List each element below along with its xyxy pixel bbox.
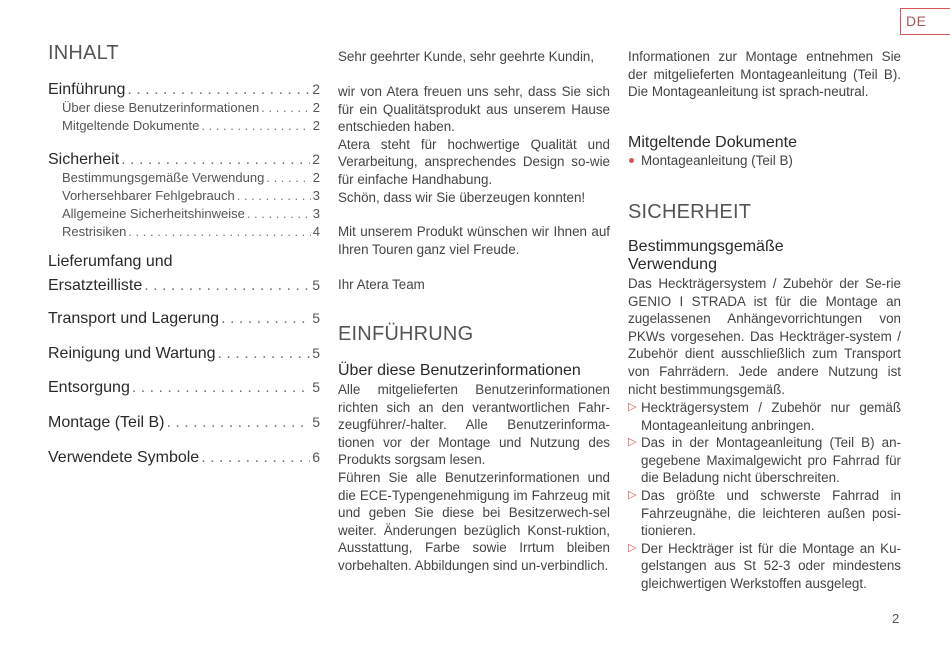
toc-entry-transport[interactable] [48,309,320,328]
toc-page: 2 [312,100,320,115]
toc-entry-sicherheit[interactable] [48,150,320,169]
body-paragraph: Alle mitgelieferten Benutzerinformationen richten sich an den verantwortlichen Fahr-zeugführer/-halter. Alle Benutzerinforma-tionen vor der Montage und Nutzung des Produkts sorgsam lesen. [338,382,610,468]
toc-entry-label: Entsorgung [48,379,130,396]
subsection-title-line: Verwendung [628,256,717,273]
greeting-paragraph: Schön, dass wir Sie überzeugen konnten! [338,189,586,205]
toc-subentry[interactable] [48,187,320,205]
list-item [628,434,901,487]
toc-page: 3 [312,206,320,221]
triangle-right-icon: ▷ [628,541,637,554]
toc-entry-label: Reinigung und Wartung [48,345,216,362]
instruction-list [628,399,901,593]
toc-subentry[interactable] [48,99,320,117]
toc-page: 4 [312,224,320,239]
greeting-paragraph: Mit unserem Produkt wünschen wir Ihnen auf Ihren Touren ganz viel Freude. [338,224,610,257]
triangle-right-icon: ▷ [628,488,637,501]
bullet-dot-icon [629,158,634,163]
triangle-right-icon: ▷ [628,436,637,449]
body-paragraph: Das Heckträgersystem / Zubehör der Se-rie GENIO I STRADA ist für die Montage an zugelassenen Anhängevorrichtungen von PKWs vorgesehen. Das Heckträger-system / Zubehör dient ausschließlich zum Transport von Fahrrädern. Jede andere Nutzung ist nicht bestimmungsgemäß. [628,276,901,397]
list-item [628,152,901,170]
subsection-title: Über diese Benutzerinformationen [338,362,581,379]
toc-entry-label: Lieferumfang und [48,253,173,270]
list-item-text: Montageanleitung (Teil B) [641,153,793,168]
triangle-right-icon: ▷ [628,401,637,413]
list-item [628,487,901,540]
subsection-title: Mitgeltende Dokumente [628,134,797,151]
toc-entry-label: Einführung [48,81,126,98]
toc-page: 5 [312,277,320,293]
list-item [628,399,901,434]
toc-page: 5 [312,345,320,361]
toc-entry-reinigung[interactable] [48,344,320,363]
list-item-text: Das in der Montageanleitung (Teil B) an-gegebene Maximalgewicht pro Fahrrad für die Beladung nicht überschreiten. [641,435,901,486]
toc-entry-einfuehrung[interactable] [48,80,320,99]
toc-subentry[interactable] [48,117,320,135]
toc-subentry-label: Bestimmungsgemäße Verwendung [62,170,265,185]
list-item-text: Der Heckträger ist für die Montage an Ku-gelstangen aus St 52-3 oder mindestens gleichwertigen Werkstoffen ausgelegt. [641,540,901,591]
toc-page: 5 [312,379,320,395]
toc-subentry-label: Über diese Benutzerinformationen [62,100,260,115]
toc-page: 2 [312,170,320,185]
toc-entry-montage[interactable] [48,413,320,432]
body-paragraph: Informationen zur Montage entnehmen Sie der mitgelieferten Montageanleitung (Teil B). Die Montageanleitung ist sprach-neutral. [628,49,901,100]
section-title-einfuehrung: EINFÜHRUNG [338,323,474,345]
subsection-title [628,238,901,274]
toc-entry-label: Transport und Lagerung [48,310,220,327]
toc-page: 3 [312,188,320,203]
greeting-salutation: Sehr geehrter Kunde, sehr geehrte Kundin, [338,49,595,64]
toc-subentry-label: Mitgeltende Dokumente [62,118,200,133]
toc-title: INHALT [48,42,119,64]
toc-page: 5 [312,414,320,430]
list-item [628,540,901,593]
body-paragraph: Führen Sie alle Benutzerinformationen und die ECE-Typengenehmigung im Fahrzeug mit und geben Sie diese bei Besitzerwech-sel weiter. Änderungen bezüglich Konst-ruktion, Ausstattung, Farbe sowie Irrtum bleiben vorbehalten. Abbildungen sind un-verbindlich. [338,469,610,573]
toc-entry-symbole[interactable] [48,448,320,467]
toc-subentry[interactable] [48,205,320,223]
toc-page: 5 [312,310,320,326]
language-badge: DE [900,8,950,35]
toc-page: 2 [312,81,320,97]
page-number: 2 [892,611,900,626]
greeting-paragraph: Atera steht für hochwertige Qualität und Verarbeitung, ansprechendes Design so-wie für einfache Handhabung. [338,136,610,187]
toc-entry-label: Sicherheit [48,151,120,168]
toc-subentry[interactable] [48,169,320,187]
toc-page: 6 [312,449,320,465]
toc-entry-label: Verwendete Symbole [48,449,200,466]
toc-subentry-label: Vorhersehbarer Fehlgebrauch [62,188,235,203]
subsection-title-line: Bestimmungsgemäße [628,238,784,255]
toc-entry-entsorgung[interactable] [48,378,320,397]
toc-subentry[interactable] [48,223,320,241]
list-item-text: Das größte und schwerste Fahrrad in Fahrzeugnähe, die leichteren außen posi-tionieren. [641,487,901,539]
toc-entry-label: Ersatzteilliste [48,277,143,294]
greeting-paragraph: wir von Atera freuen uns sehr, dass Sie sich für ein Qualitätsprodukt aus unserem Hause entschieden haben. [338,84,610,135]
section-title-sicherheit: SICHERHEIT [628,201,752,223]
toc-entry-lieferumfang[interactable] [48,253,320,295]
toc-page: 2 [312,151,320,167]
toc-subentry-label: Restrisiken [62,224,127,239]
toc-page: 2 [312,118,320,133]
list-item-text: Heckträgersystem / Zubehör nur gemäß Montageanleitung anbringen. [641,400,901,433]
toc-entry-label: Montage (Teil B) [48,414,165,431]
toc-subentry-label: Allgemeine Sicherheitshinweise [62,206,245,221]
greeting-signature: Ihr Atera Team [338,277,425,292]
